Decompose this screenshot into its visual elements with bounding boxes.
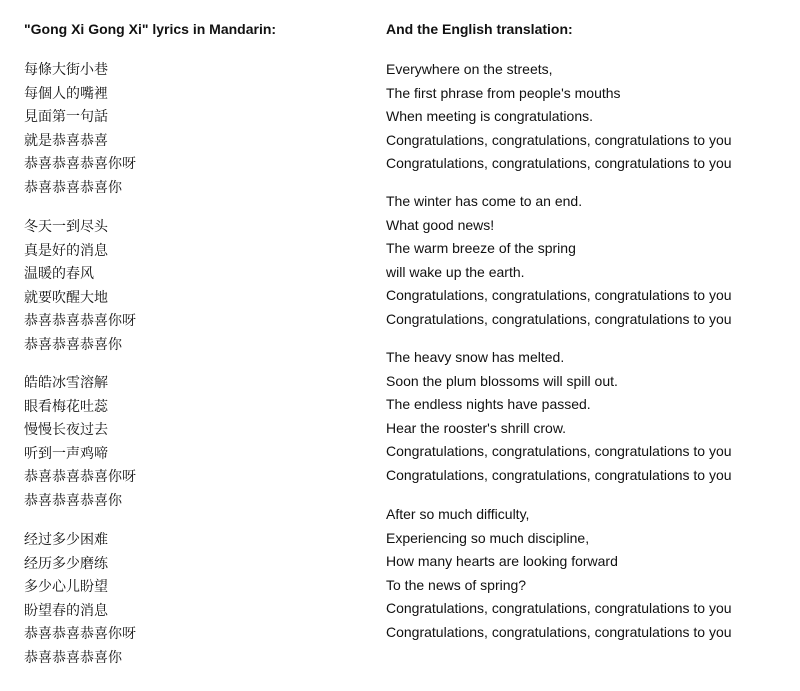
lyric-line: 慢慢长夜过去 <box>24 421 108 437</box>
lyric-line: 每條大街小巷 <box>24 61 108 77</box>
lyric-line: To the news of spring? <box>386 576 527 593</box>
lyric-line: 恭喜恭喜恭喜你 <box>24 648 122 665</box>
lyric-line: 经历多少磨练 <box>24 554 108 571</box>
lyric-line: The heavy snow has melted. <box>386 349 565 365</box>
lyric-line: 就要吹醒大地 <box>24 288 108 305</box>
lyric-line: Experiencing so much discipline, <box>386 529 590 546</box>
lyric-line: Everywhere on the streets, <box>386 61 553 77</box>
mandarin-heading: "Gong Xi Gong Xi" lyrics in Mandarin: <box>24 21 277 37</box>
lyric-line: 見面第一句話 <box>24 108 108 124</box>
lyric-line: The endless nights have passed. <box>386 396 591 412</box>
mandarin-stanza <box>24 215 136 356</box>
lyric-line: 每個人的嘴裡 <box>24 84 108 101</box>
lyric-line: Congratulations, congratulations, congratulations to you <box>386 287 732 303</box>
lyric-line: 恭喜恭喜恭喜你 <box>24 335 122 352</box>
lyric-line: 多少心儿盼望 <box>24 578 108 594</box>
lyric-line: 冬天一到尽头 <box>24 218 108 234</box>
lyric-line: The warm breeze of the spring <box>386 240 576 256</box>
lyric-line: Congratulations, congratulations, congratulations to you <box>386 443 732 459</box>
english-heading: And the English translation: <box>386 21 573 37</box>
english-stanza <box>386 58 732 176</box>
mandarin-stanza <box>24 371 136 512</box>
lyric-line: The winter has come to an end. <box>386 193 583 209</box>
lyric-line: 经过多少困难 <box>24 531 108 547</box>
lyric-line: What good news! <box>386 216 495 233</box>
lyric-line: Congratulations, congratulations, congratulations to you <box>386 310 732 327</box>
lyric-line: Congratulations, congratulations, congratulations to you <box>386 600 732 616</box>
mandarin-stanza <box>24 528 136 669</box>
lyric-line: 恭喜恭喜恭喜你呀 <box>24 312 136 328</box>
lyric-line: 听到一声鸡啼 <box>24 444 108 461</box>
lyric-line: Congratulations, congratulations, congratulations to you <box>386 466 732 483</box>
lyric-line: 温暖的春风 <box>24 265 94 281</box>
english-stanza <box>386 346 732 487</box>
lyric-line: Hear the rooster's shrill crow. <box>386 419 567 436</box>
lyric-line: After so much difficulty, <box>386 506 530 522</box>
english-stanza <box>386 503 732 644</box>
lyric-line: Congratulations, congratulations, congratulations to you <box>386 131 732 148</box>
lyric-line: 真是好的消息 <box>24 241 108 258</box>
lyric-line: When meeting is congratulations. <box>386 108 593 124</box>
lyric-line: 恭喜恭喜恭喜你呀 <box>24 625 136 641</box>
lyric-line: 皓皓冰雪溶解 <box>24 374 108 390</box>
lyric-line: will wake up the earth. <box>386 263 525 280</box>
lyric-line: 就是恭喜恭喜 <box>24 131 108 148</box>
lyric-line: 恭喜恭喜恭喜你呀 <box>24 155 136 171</box>
lyric-line: Soon the plum blossoms will spill out. <box>386 372 618 389</box>
lyric-line: 恭喜恭喜恭喜你呀 <box>24 468 136 484</box>
lyric-line: The first phrase from people's mouths <box>386 84 621 101</box>
lyric-line: Congratulations, congratulations, congratulations to you <box>386 623 732 640</box>
lyric-line: 眼看梅花吐蕊 <box>24 397 108 414</box>
lyric-line: Congratulations, congratulations, congratulations to you <box>386 155 732 171</box>
mandarin-stanza <box>24 58 136 199</box>
english-stanza <box>386 190 732 331</box>
lyric-line: 恭喜恭喜恭喜你 <box>24 491 122 508</box>
lyric-line: How many hearts are looking forward <box>386 553 618 569</box>
lyric-line: 恭喜恭喜恭喜你 <box>24 178 122 195</box>
lyric-line: 盼望春的消息 <box>24 601 108 618</box>
